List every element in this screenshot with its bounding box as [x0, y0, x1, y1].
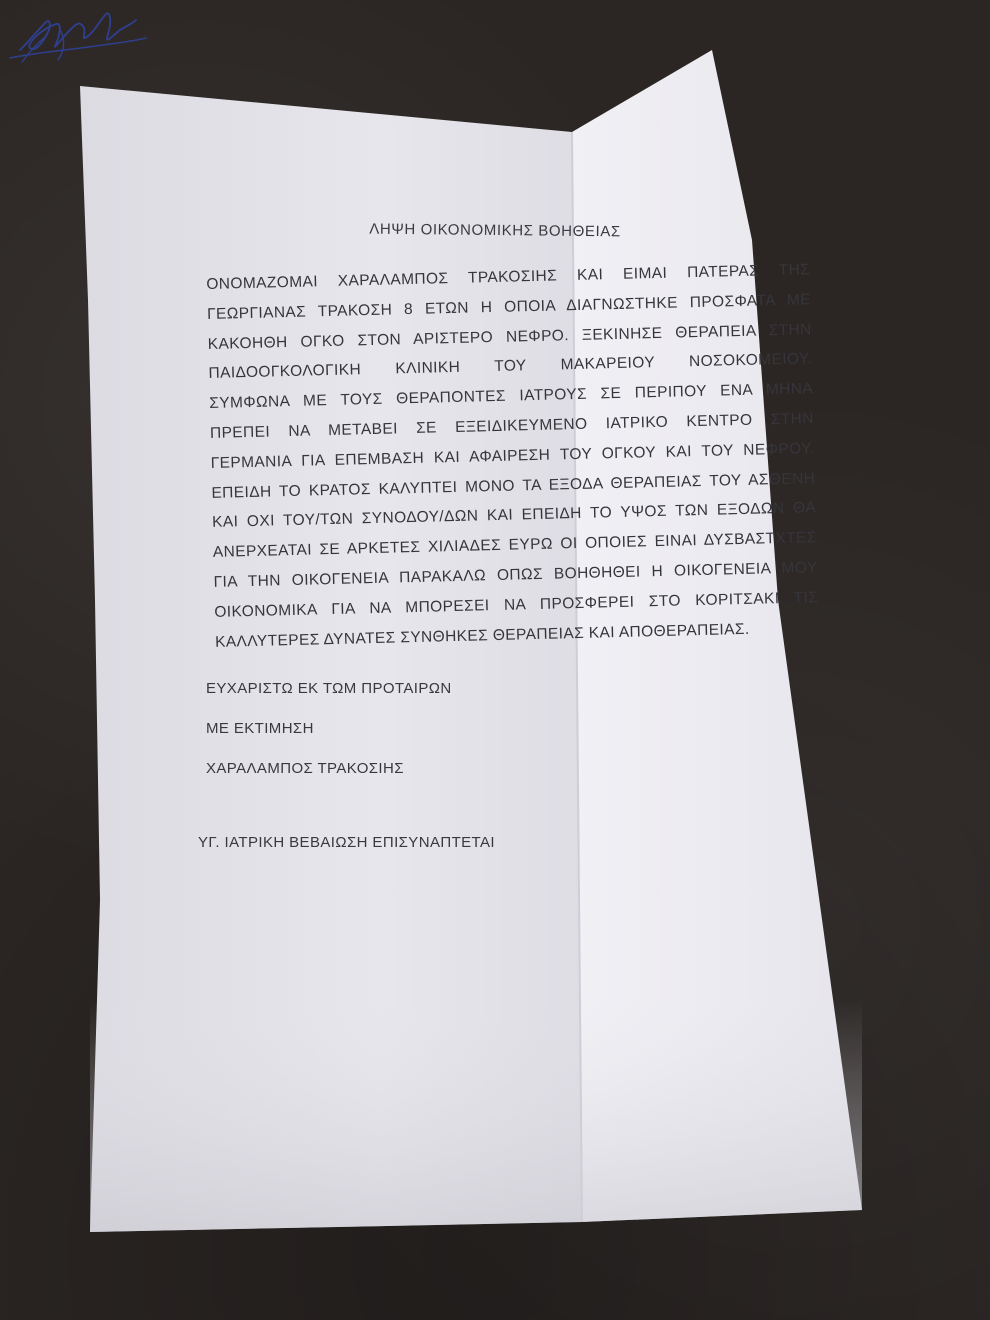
closing-regards: ΜΕ ΕΚΤΙΜΗΣΗ — [206, 720, 314, 737]
body-line: ΠΡΕΠΕΙ ΝΑ ΜΕΤΑΒΕΙ ΣΕ ΕΞΕΙΔΙΚΕΥΜΕΝΟ ΙΑΤΡΙΚΟ ΚΕΝΤΡΟ ΣΤΗΝ — [209, 410, 815, 442]
signer-name: ΧΑΡΑΛΑΜΠΟΣ ΤΡΑΚΟΣΙΗΣ — [206, 760, 404, 777]
body-line: ΓΙΑ ΤΗΝ ΟΙΚΟΓΕΝΕΙΑ ΠΑΡΑΚΑΛΩ ΟΠΩΣ ΒΟΗΘΗΘΕΙ Η ΟΙΚΟΓΕΝΕΙΑ ΜΟΥ — [213, 559, 818, 591]
body-line: ΚΑΙ ΟΧΙ ΤΟΥ/ΤΩΝ ΣΥΝΟΔΟΥ/ΔΩΝ ΚΑΙ ΕΠΕΙΔΗ ΤΟ ΥΨΟΣ ΤΩΝ ΕΞΟΔΩΝ ΘΑ — [211, 499, 817, 532]
body-line: ΟΙΚΟΝΟΜΙΚΑ ΓΙΑ ΝΑ ΜΠΟΡΕΣΕΙ ΝΑ ΠΡΟΣΦΕΡΕΙ ΣΤΟ ΚΟΡΙΤΣΑΚΙ ΤΙΣ — [214, 588, 819, 621]
body-line: ΚΑΚΟΗΘΗ ΟΓΚΟ ΣΤΟΝ ΑΡΙΣΤΕΡΟ ΝΕΦΡΟ. ΞΕΚΙΝΗΣΕ ΘΕΡΑΠΕΙΑ ΣΤΗΝ — [207, 320, 812, 353]
body-line: ΚΑΛΛΥΤΕΡΕΣ ΔΥΝΑΤΕΣ ΣΥΝΘΗΚΕΣ ΘΕΡΑΠΕΙΑΣ ΚΑΙ ΑΠΟΘΕΡΑΠΕΙΑΣ. — [214, 620, 750, 651]
document-title: ΛΗΨΗ ΟΙΚΟΝΟΜΙΚΗΣ ΒΟΗΘΕΙΑΣ — [369, 220, 621, 241]
letter-body — [206, 255, 819, 657]
body-line: ΓΕΩΡΓΙΑΝΑΣ ΤΡΑΚΟΣΗ 8 ΕΤΩΝ Η ΟΠΟΙΑ ΔΙΑΓΝΩΣΤΗΚΕ ΠΡΟΣΦΑΤΑ ΜΕ — [206, 291, 812, 323]
body-line: ΓΕΡΜΑΝΙΑ ΓΙΑ ΕΠΕΜΒΑΣΗ ΚΑΙ ΑΦΑΙΡΕΣΗ ΤΟΥ ΟΓΚΟΥ ΚΑΙ ΤΟΥ ΝΕΦΡΟΥ. — [210, 439, 815, 472]
body-line: ΣΥΜΦΩΝΑ ΜΕ ΤΟΥΣ ΘΕΡΑΠΟΝΤΕΣ ΙΑΤΡΟΥΣ ΣΕ ΠΕΡΙΠΟΥ ΕΝΑ ΜΗΝΑ — [209, 380, 814, 413]
closing-thanks: ΕΥΧΑΡΙΣΤΩ ΕΚ ΤΩΜ ΠΡΟΤΑΙΡΩΝ — [206, 680, 452, 697]
body-line: ΑΝΕΡΧΕΑΤΑΙ ΣΕ ΑΡΚΕΤΕΣ ΧΙΛΙΑΔΕΣ ΕΥΡΩ ΟΙ ΟΠΟΙΕΣ ΕΙΝΑΙ ΔΥΣΒΑΣΤΧΤΕΣ — [212, 529, 817, 562]
attachment-note: ΥΓ. ΙΑΤΡΙΚΗ ΒΕΒΑΙΩΣΗ ΕΠΙΣΥΝΑΠΤΕΤΑΙ — [198, 834, 495, 851]
body-line: ΕΠΕΙΔΗ ΤΟ ΚΡΑΤΟΣ ΚΑΛΥΠΤΕΙ ΜΟΝΟ ΤΑ ΕΞΟΔΑ ΘΕΡΑΠΕΙΑΣ ΤΟΥ ΑΣΘΕΝΗ — [211, 469, 816, 502]
body-line: ΠΑΙΔΟΟΓΚΟΛΟΓΙΚΗ ΚΛΙΝΙΚΗ ΤΟΥ ΜΑΚΑΡΕΙΟΥ ΝΟΣΟΚΟΜΕΙΟΥ. — [208, 350, 813, 383]
signature-scribble — [0, 0, 150, 80]
body-line: ΟΝΟΜΑΖΟΜΑΙ ΧΑΡΑΛΑΜΠΟΣ ΤΡΑΚΟΣΙΗΣ ΚΑΙ ΕΙΜΑΙ ΠΑΤΕΡΑΣ ΤΗΣ — [206, 261, 811, 293]
